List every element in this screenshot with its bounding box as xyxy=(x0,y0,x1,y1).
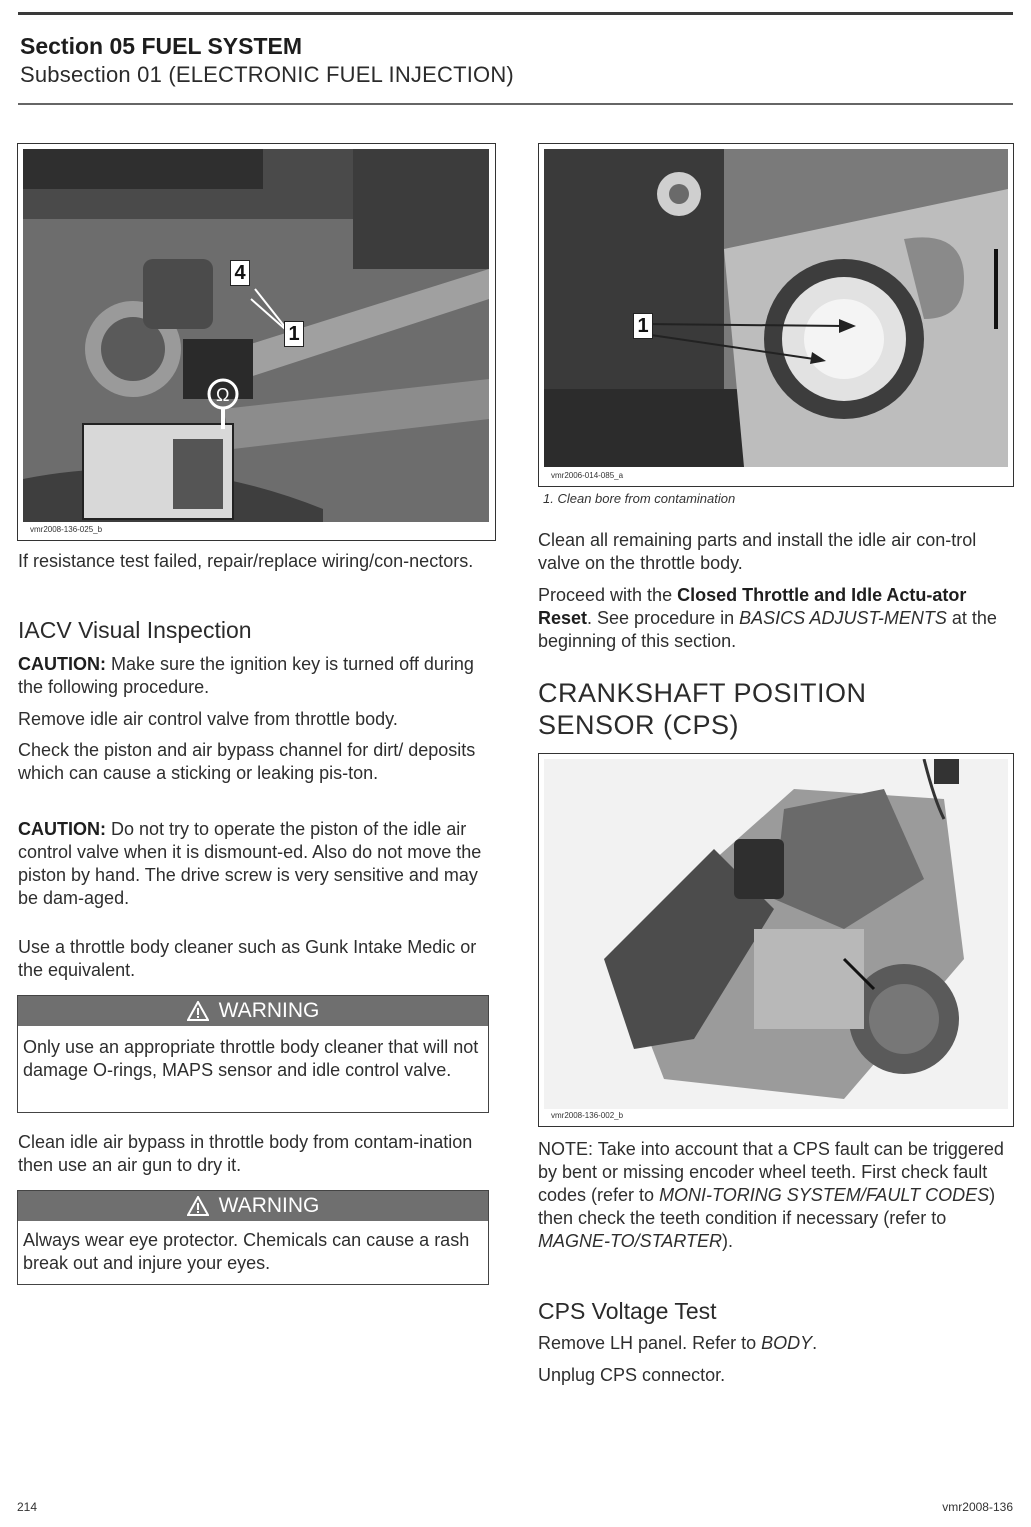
warning-box-2 xyxy=(17,1190,489,1285)
subsection-title: Subsection 01 (ELECTRONIC FUEL INJECTION) xyxy=(20,62,514,87)
caution-label: CAUTION: xyxy=(18,654,106,674)
proceed-paragraph xyxy=(538,584,1014,653)
throttle-body-image xyxy=(23,149,489,522)
remove-panel-paragraph xyxy=(538,1332,1014,1355)
warning-title: WARNING xyxy=(218,999,320,1022)
resistance-paragraph: If resistance test failed, repair/replace wiring/con-nectors. xyxy=(18,551,474,571)
photo-code: vmr2008-136-025_b xyxy=(30,525,103,534)
proceed-text: . See procedure in xyxy=(587,608,740,628)
caution-2 xyxy=(18,818,494,910)
note-paragraph xyxy=(538,1138,1014,1253)
proceed-text: at the beginning of this section. xyxy=(538,608,997,651)
cps-voltage-heading: CPS Voltage Test xyxy=(538,1298,717,1324)
cps-heading: CRANKSHAFT POSITION SENSOR (CPS) xyxy=(538,678,867,740)
use-cleaner-paragraph: Use a throttle body cleaner such as Gunk Intake Medic or the equivalent. xyxy=(18,937,477,980)
svg-text:Ω: Ω xyxy=(216,385,230,405)
section-header xyxy=(20,33,302,60)
callout-1: 1 xyxy=(284,321,304,347)
section-title: FUEL SYSTEM xyxy=(141,33,303,59)
warning-bar xyxy=(18,996,488,1026)
callout-4: 4 xyxy=(230,260,250,286)
callout-1: 1 xyxy=(633,313,653,339)
remove-paragraph: Remove idle air control valve from throttle body. xyxy=(18,709,398,729)
section-label: Section 05 xyxy=(20,33,136,59)
bore-caption: 1. Clean bore from contamination xyxy=(543,491,736,506)
remove-text: . xyxy=(812,1333,818,1353)
warning-text: Only use an appropriate throttle body cleaner that will not damage O-rings, MAPS sensor and idle control valve. xyxy=(23,1037,479,1080)
warning-box-1 xyxy=(17,995,489,1113)
proceed-bold: Closed Throttle and Idle Actu-ator Reset xyxy=(538,585,967,628)
note-ref: MONI-TORING SYSTEM/FAULT CODES xyxy=(659,1185,990,1205)
note-text: ). xyxy=(722,1231,734,1251)
caution-text: Do not try to operate the piston of the idle air control valve when it is dismount-ed. Also do not move the piston by hand. The drive screw is very sensitive and may be dam-aged. xyxy=(18,819,482,908)
iacv-heading: IACV Visual Inspection xyxy=(18,617,252,643)
bore-photo xyxy=(538,143,1014,487)
engine-image xyxy=(544,759,1008,1109)
clean-bypass-paragraph: Clean idle air bypass in throttle body from contam-ination then use an air gun to dry it. xyxy=(18,1132,473,1175)
page-number: 214 xyxy=(17,1500,38,1514)
proceed-text: Proceed with the xyxy=(538,585,678,605)
photo-code: vmr2008-136-002_b xyxy=(551,1111,624,1120)
clean-all-paragraph: Clean all remaining parts and install the idle air con-trol valve on the throttle body. xyxy=(538,530,977,573)
proceed-ref: BASICS ADJUST-MENTS xyxy=(739,608,947,628)
remove-ref: BODY xyxy=(761,1333,813,1353)
warning-title: WARNING xyxy=(218,1194,320,1217)
doc-code: vmr2008-136 xyxy=(942,1500,1013,1514)
remove-text: Remove LH panel. Refer to xyxy=(538,1333,762,1353)
header-rule xyxy=(18,103,1013,105)
engine-photo xyxy=(538,753,1014,1127)
bore-image xyxy=(544,149,1008,467)
check-paragraph: Check the piston and air bypass channel for dirt/ deposits which can cause a sticking or leaking pis-ton. xyxy=(18,740,476,783)
note-label: NOTE: xyxy=(538,1139,594,1159)
note-ref: MAGNE-TO/STARTER xyxy=(538,1231,723,1251)
caution-text: Make sure the ignition key is turned off during the following procedure. xyxy=(18,654,474,697)
warning-triangle-icon xyxy=(187,1001,209,1021)
note-text: Take into account that a CPS fault can be triggered by bent or missing encoder wheel teeth. First check fault codes (refer to xyxy=(538,1139,1004,1205)
warning-bar xyxy=(18,1191,488,1221)
caution-label: CAUTION: xyxy=(18,819,106,839)
top-rule xyxy=(18,12,1013,15)
warning-triangle-icon xyxy=(187,1196,209,1216)
warning-text: Always wear eye protector. Chemicals can cause a rash break out and injure your eyes. xyxy=(23,1230,470,1273)
caution-1 xyxy=(18,653,494,699)
unplug-paragraph: Unplug CPS connector. xyxy=(538,1365,726,1385)
note-text: ) then check the teeth condition if necessary (refer to xyxy=(538,1185,996,1228)
photo-code: vmr2006-014-085_a xyxy=(551,471,624,480)
throttle-body-photo xyxy=(17,143,496,541)
